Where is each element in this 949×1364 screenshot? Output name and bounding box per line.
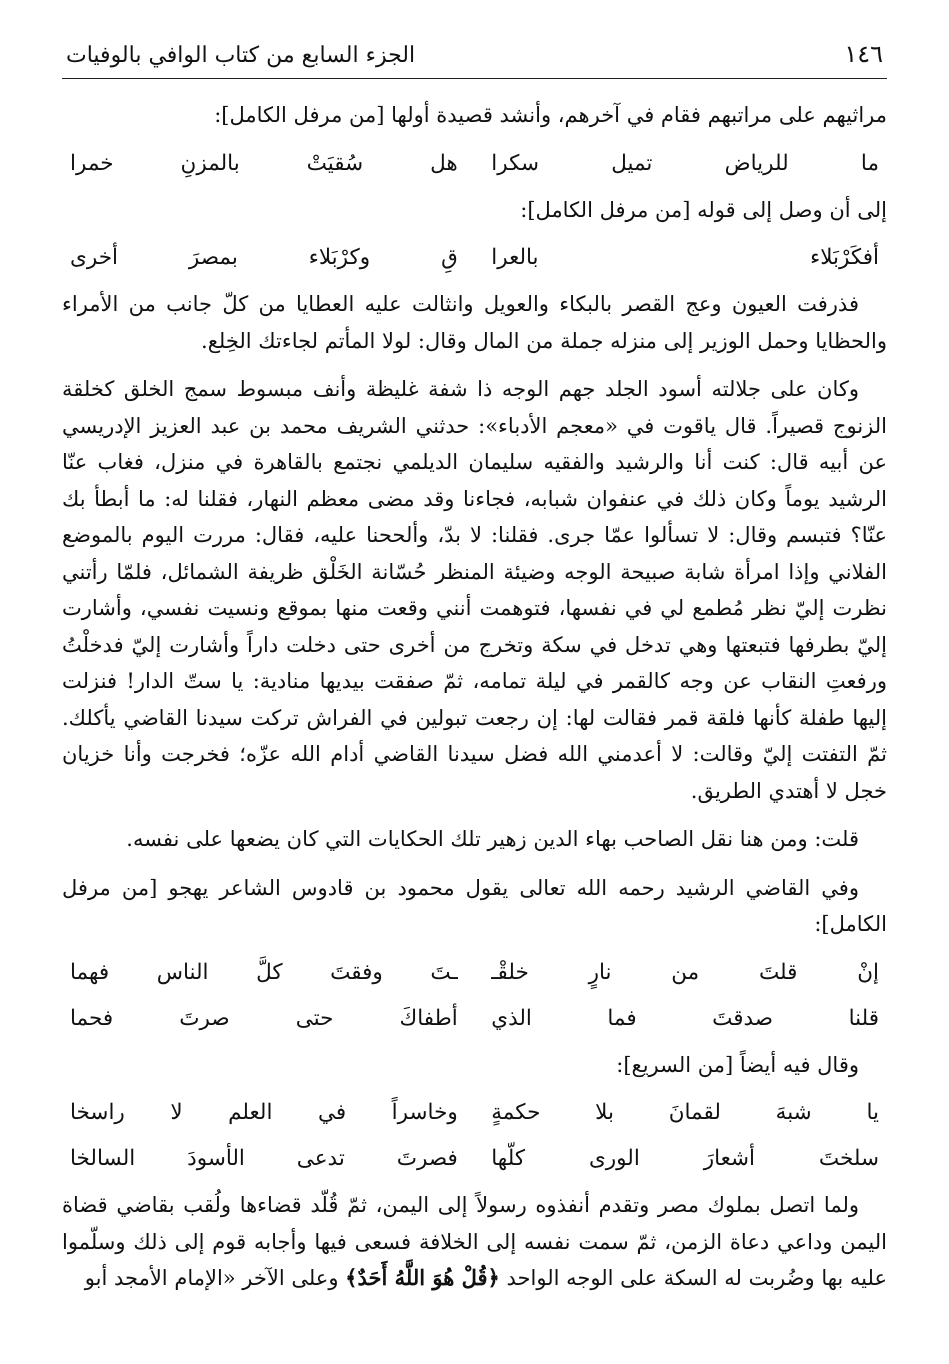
- verse-line: [62, 1141, 887, 1177]
- verse-second-hemistich: أطفاكَ حتى صرتَ فحما: [70, 1005, 458, 1031]
- page-body: [62, 97, 887, 1297]
- paragraph: وفي القاضي الرشيد رحمه الله تعالى يقول محمود بن قادوس الشاعر يهجو [من مرفل الكامل]:: [62, 875, 887, 936]
- verse-second-hemistich: ـتَ وفقتَ كلَّ الناس فهما: [70, 959, 458, 985]
- paragraph: [62, 1187, 887, 1297]
- verse-line: [62, 1095, 887, 1131]
- verse-line: [62, 955, 887, 991]
- paragraph: وكان على جلالته أسود الجلد جهم الوجه ذا شفة غليظة وأنف مبسوط سمج الخلق كخلقة الزنوج قصيراً. قال ياقوت في «معجم الأدباء»: حدثني الشريف محمد بن عبد العزيز الإدريسي عن أبيه قال: كنت أنا والرشيد والفقيه سليمان الديلمي نجتمع بالقاهرة في منزل، فغاب عنّا الرشيد يوماً وكان ذلك في عنفوان شبابه، فجاءنا وقد مضى معظم النهار، فقلنا له: ما أبطأ بك عنّا؟ فتبسم وقال: لا تسألوا عمّا جرى. فقلنا: لا بدّ، وألححنا عليه، فقال: مررت اليوم بالموضع الفلاني وإذا امرأة شابة صبيحة الوجه وضيئة المنظر حُسّانة الخَلْق ظريفة الشمائل، فلمّا رأتني نظرت إليّ نظر مُطمع لي في نفسها، فتوهمت أنني وقعت منها بموقع ونسيت نفسي، وأشارت إليّ بطرفها فتبعتها وهي تدخل في سكة وتخرج من أخرى حتى دخلت داراً وأشارت إليّ فدخلْتُ ورفعتِ النقاب عن وجه كالقمر في ليلة تمامه، ثمّ صفقت بيديها منادية: يا ستّ الدار! فنزلت إليها طفلة كأنها فلقة قمر فقالت لها: إن رجعت تبولين في الفراش تركت سيدنا القاضي يأكلك. ثمّ التفتت إليّ وقالت: لا أعدمني الله فضل سيدنا القاضي أدام الله عزّه؛ فخرجت وأنا خزيان خجل لا أهتدي الطريق.: [62, 377, 887, 803]
- verse-second-hemistich: وخاسراً في العلم لا راسخا: [70, 1100, 458, 1125]
- running-head: [62, 40, 887, 79]
- paragraph: وقال فيه أيضاً [من السريع]:: [616, 1052, 859, 1077]
- verse-second-hemistich: هل سُقيَتْ بالمزنِ خمرا: [70, 150, 458, 176]
- paragraph-text: ولما اتصل بملوك مصر وتقدم أنفذوه رسولاً إلى اليمن، ثمّ قُلّد قضاءها ولُقب بقاضي قضاة اليمن وداعي دعاة الزمن، ثمّ سمت نفسه إلى الخلافة فسعى فيها وأجابه قوم إلى ذلك وسلّموا عليه بها وضُربت له السكة على الوجه الواحد: [62, 1193, 887, 1290]
- paragraph: فذرفت العيون وعج القصر بالبكاء والعويل وانثالت عليه العطايا من كلّ جانب من الأمراء والحظايا وحمل الوزير إلى منزله جملة من المال وقال: لولا المأتم لجاءتك الخِلع.: [62, 292, 887, 353]
- verse-line: [62, 240, 887, 276]
- verse-second-hemistich: قِ وكرْبَلاء بمصرَ أخرى: [70, 245, 458, 270]
- verse-first-hemistich: ما للرياض تميل سكرا: [491, 150, 879, 176]
- verse-first-hemistich: يا شبهَ لقمانَ بلا حكمةٍ: [491, 1100, 879, 1125]
- verse-second-hemistich: فصرتَ تدعى الأسودَ السالخا: [70, 1146, 458, 1171]
- verse-line: [62, 1001, 887, 1037]
- verse-first-hemistich: إنْ قلتَ من نارٍ خلقْـ: [491, 959, 879, 985]
- verse-first-hemistich: قلنا صدقتَ فما الذي: [491, 1005, 879, 1031]
- verse-first-hemistich: أفكَرْبَلاء بالعرا: [491, 245, 879, 270]
- paragraph: قلت: ومن هنا نقل الصاحب بهاء الدين زهير تلك الحكايات التي كان يضعها على نفسه.: [126, 827, 859, 851]
- verse-first-hemistich: سلختَ أشعارَ الورى كلّها: [491, 1146, 879, 1171]
- paragraph-text: وعلى الآخر «الإمام الأمجد أبو: [84, 1266, 346, 1290]
- verse-line: [62, 146, 887, 182]
- quran-quote: ﴿قُلْ هُوَ اللَّهُ أَحَدٌ﴾: [345, 1265, 500, 1290]
- book-title: الجزء السابع من كتاب الوافي بالوفيات: [66, 43, 416, 68]
- paragraph: إلى أن وصل إلى قوله [من مرفل الكامل]:: [520, 197, 887, 222]
- page-number: ١٤٦: [844, 40, 883, 68]
- paragraph: مراثيهم على مراتبهم فقام في آخرهم، وأنشد قصيدة أولها [من مرفل الكامل]:: [214, 103, 887, 127]
